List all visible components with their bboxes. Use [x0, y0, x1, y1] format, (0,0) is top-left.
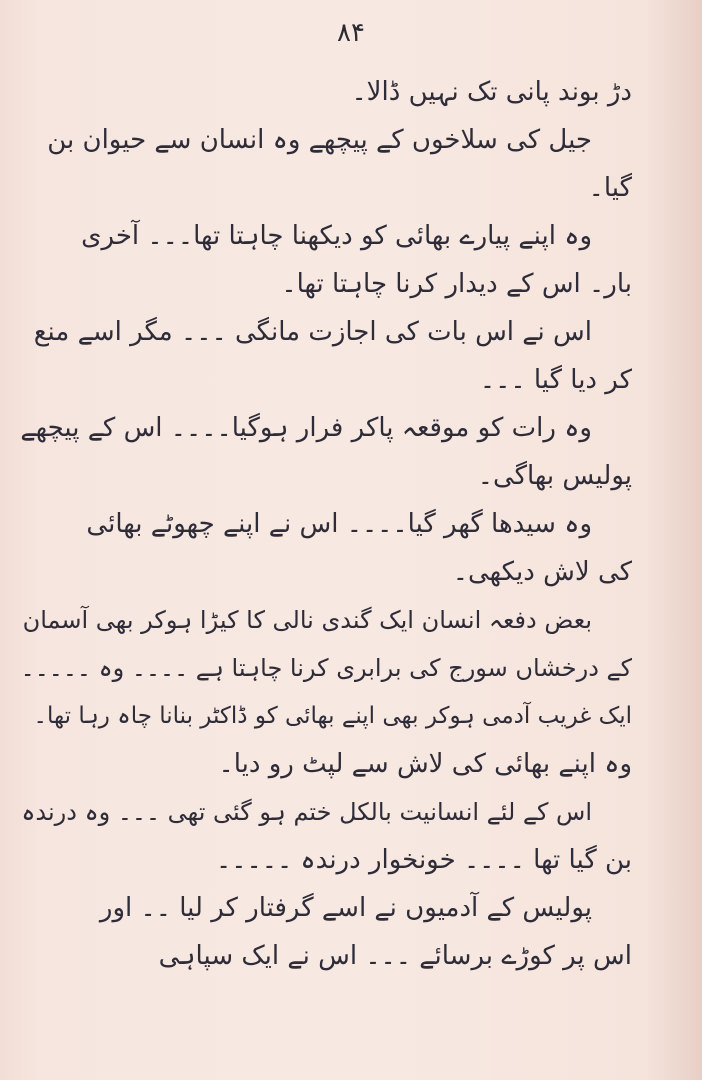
text-line: کے درخشاں سورج کی برابری کرنا چاہتا ہے ۔۔۔۔ وہ ۔۔۔۔۔: [20, 654, 632, 682]
text-line: کر دیا گیا ۔۔۔: [479, 365, 632, 395]
page-text-body: [20, 68, 632, 980]
text-line: ایک غریب آدمی ہوکر بھی اپنے بھائی کو ڈاکٹر بنانا چاہ رہا تھا۔: [33, 703, 632, 729]
text-line: گیا۔: [588, 173, 632, 203]
text-line: اس پر کوڑے برسائے ۔۔۔ اس نے ایک سپاہی: [158, 941, 632, 971]
text-line: وہ اپنے بھائی کی لاش سے لپٹ رو دیا۔: [218, 749, 632, 779]
text-line: پولیس کے آدمیوں نے اسے گرفتار کر لیا ۔۔ اور: [99, 893, 592, 923]
text-line: بار۔ اس کے دیدار کرنا چاہتا تھا۔: [281, 269, 632, 299]
text-line: کی لاش دیکھی۔: [452, 557, 632, 587]
text-line: بن گیا تھا ۔۔۔۔ خونخوار درندہ ۔۔۔۔۔: [216, 845, 632, 875]
text-line: وہ سیدھا گھر گیا۔۔۔۔ اس نے اپنے چھوٹے بھائی: [86, 509, 592, 539]
text-line: جیل کی سلاخوں کے پیچھے وہ انسان سے حیوان بن: [47, 125, 592, 155]
text-line: وہ اپنے پیارے بھائی کو دیکھنا چاہتا تھا۔۔۔ آخری: [81, 221, 592, 251]
text-line: اس نے اس بات کی اجازت مانگی ۔۔۔ مگر اسے منع: [33, 317, 592, 347]
text-line: دڑ بوند پانی تک نہیں ڈالا۔: [351, 77, 632, 107]
text-line: اس کے لئے انسانیت بالکل ختم ہو گئی تھی ۔۔۔ وہ درندہ: [21, 798, 592, 826]
text-line: بعض دفعہ انسان ایک گندی نالی کا کیڑا ہوکر بھی آسمان: [22, 606, 592, 634]
page-number: ۸۴: [337, 18, 365, 48]
text-line: وہ رات کو موقعہ پاکر فرار ہوگیا۔۔۔۔ اس کے پیچھے: [20, 413, 592, 443]
text-line: پولیس بھاگی۔: [477, 461, 632, 491]
